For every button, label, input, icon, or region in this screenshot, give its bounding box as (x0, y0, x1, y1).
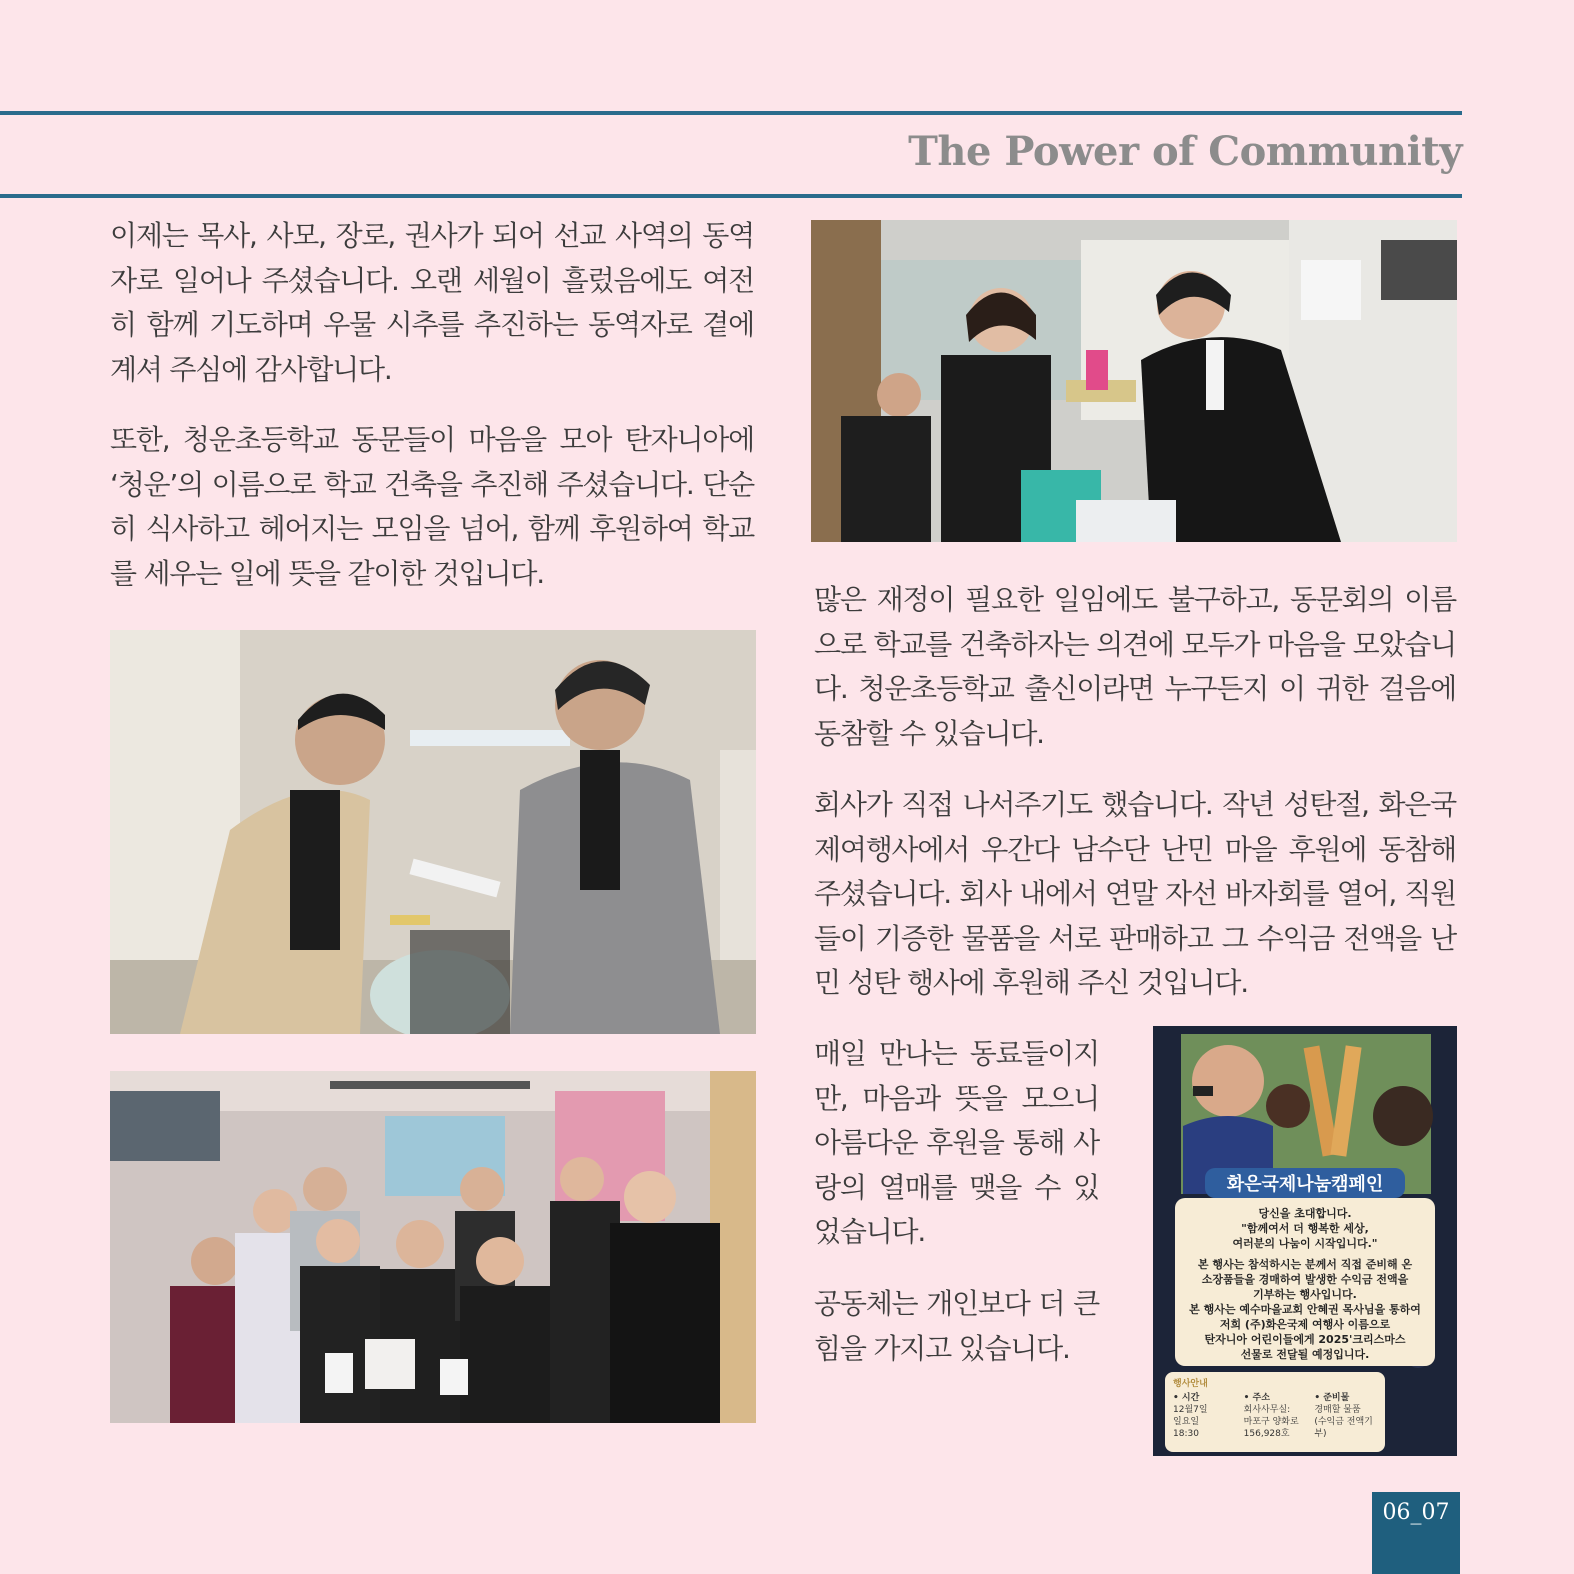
poster-invite-line-3: 여러분의 나눔이 시작입니다." (1232, 1237, 1378, 1250)
poster-prep-line: (수익금 전액기부) (1314, 1417, 1373, 1439)
right-narrow-paragraph-2: 공동체는 개인보다 더 큰 힘을 가지고 있습니다. (814, 1287, 1099, 1365)
poster-invite-line-1: 당신을 초대합니다. (1258, 1207, 1352, 1220)
right-paragraph-1: 많은 재정이 필요한 일임에도 불구하고, 동문회의 이름으로 학교를 건축하자는 의견에 모두가 마음을 모았습니다. 청운초등학교 출신이라면 누구든지 이 귀한 걸음에 동참할 수 있습니다. (814, 583, 1456, 750)
poster-place-line: 마포구 양화로 (1243, 1417, 1299, 1427)
poster-body-line-5: 저희 (주)화은국제 여행사 이름으로 (1219, 1318, 1391, 1331)
poster-body-line-4: 본 행사는 예수마을교회 안혜권 목사님을 통하여 (1189, 1303, 1421, 1316)
campaign-poster (1153, 1026, 1457, 1456)
poster-body-line-2: 소장품들을 경매하여 발생한 수익금 전액을 (1201, 1273, 1409, 1286)
poster-info-time (1173, 1392, 1236, 1440)
poster-info-title: 행사안내 (1173, 1379, 1208, 1389)
poster-body-line-7: 선물로 전달될 예정입니다. (1240, 1348, 1370, 1361)
page-number: 06_07 (1372, 1492, 1460, 1574)
poster-campaign-title: 화은국제나눔캠페인 (1205, 1168, 1405, 1198)
poster-place-line: 회사사무실: (1243, 1405, 1291, 1415)
poster-time-line: 12월7일 (1173, 1405, 1208, 1415)
right-narrow-paragraph-1: 매일 만나는 동료들이지만, 마음과 뜻을 모으니 아름다운 후원을 통해 사랑의 열매를 맺을 수 있었습니다. (814, 1037, 1099, 1248)
left-paragraph-2: 또한, 청운초등학교 동문들이 마음을 모아 탄자니아에 ‘청운’의 이름으로 학교 건축을 추진해 주셨습니다. 단순히 식사하고 헤어지는 모임을 넘어, 함께 후원하여 학교를 세우는 일에 뜻을 같이한 것입니다. (110, 423, 754, 590)
photo-group-celebration (110, 1071, 756, 1423)
poster-place-line: 156,928호 (1243, 1429, 1290, 1439)
poster-place-label: • 주소 (1243, 1393, 1270, 1403)
poster-prep-label: • 준비물 (1314, 1393, 1350, 1403)
poster-info-prep (1314, 1392, 1377, 1440)
poster-body-line-3: 기부하는 행사입니다. (1253, 1288, 1357, 1301)
left-paragraph-1: 이제는 목사, 사모, 장로, 권사가 되어 선교 사역의 동역자로 일어나 주셨습니다. 오랜 세월이 흘렀음에도 여전히 함께 기도하며 우물 시추를 추진하는 동역자로 곁에 계셔 주심에 감사합니다. (110, 219, 754, 386)
poster-invite-line-2: "함께여서 더 행복한 세상, (1241, 1222, 1369, 1235)
header-top-rule (0, 111, 1462, 115)
poster-event-info (1165, 1372, 1385, 1452)
right-paragraph-2: 회사가 직접 나서주기도 했습니다. 작년 성탄절, 화은국제여행사에서 우간다 남수단 난민 마을 후원에 동참해 주셨습니다. 회사 내에서 연말 자선 바자회를 열어, 직원들이 기증한 물품을 서로 판매하고 그 수익금 전액을 난민 성탄 행사에 후원해 주신 것입니다. (814, 788, 1456, 999)
photo-donation-handover (110, 630, 756, 1034)
poster-info-place (1244, 1392, 1307, 1440)
poster-body-line-1: 본 행사는 참석하시는 분께서 직접 준비해 온 (1197, 1258, 1413, 1271)
photo-bazaar-exchange (811, 220, 1457, 542)
poster-message-box (1175, 1198, 1435, 1366)
poster-time-label: • 시간 (1173, 1393, 1200, 1403)
poster-prep-line: 경매할 물품 (1314, 1405, 1361, 1415)
poster-body-line-6: 탄자니아 어린이들에게 2025'크리스마스 (1204, 1333, 1406, 1346)
page-title: The Power of Community (908, 128, 1462, 175)
poster-time-line: 18:30 (1173, 1429, 1199, 1439)
header-bottom-rule (0, 194, 1462, 198)
poster-time-line: 일요일 (1173, 1417, 1200, 1427)
